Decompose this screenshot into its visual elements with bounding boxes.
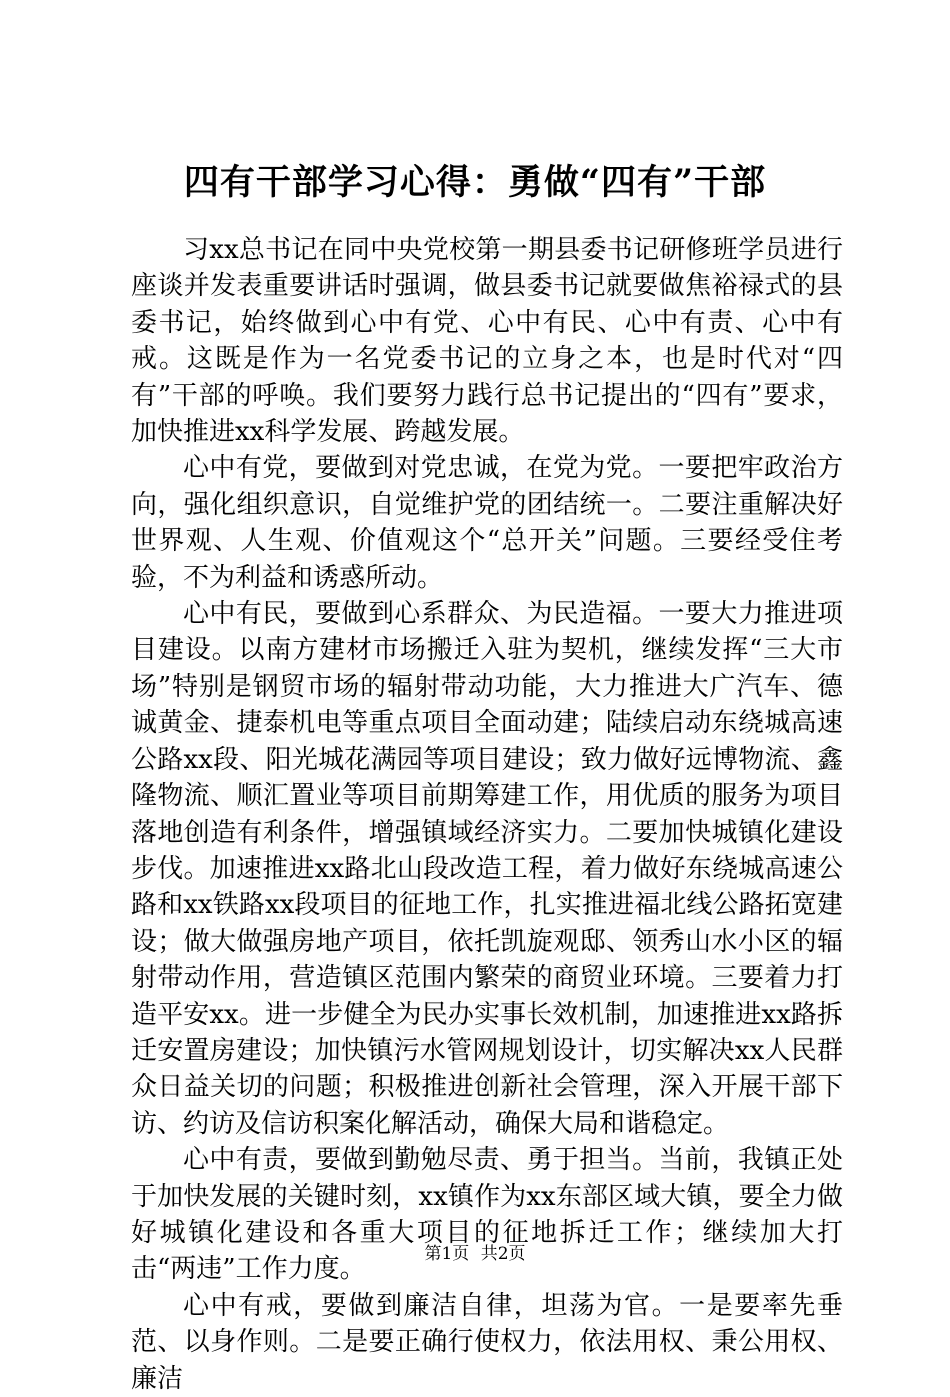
paragraph: 心中有民，要做到心系群众、为民造福。一要大力推进项目建设。以南方建材市场搬迁入驻为契机，继续发挥“三大市场”特别是钢贸市场的辐射带动功能，大力推进大广汽车、德诚黄金、捷泰机电等重点项目全面动建；陆续启动东绕城高速公路xx段、阳光城花满园等项目建设；致力做好远博物流、鑫隆物流、顺汇置业等项目前期筹建工作，用优质的服务为项目落地创造有利条件，增强镇域经济实力。二要加快城镇化建设步伐。加速推进xx路北山段改造工程，着力做好东绕城高速公路和xx铁路xx段项目的征地工作，扎实推进福北线公路拓宽建设；做大做强房地产项目，依托凯旋观邸、领秀山水小区的辐射带动作用，营造镇区范围内繁荣的商贸业环境。三要着力打造平安xx。进一步健全为民办实事长效机制，加速推进xx路拆迁安置房建设；加快镇污水管网规划设计，切实解决xx人民群众日益关切的问题；积极推进创新社会管理，深入开展干部下访、约访及信访积案化解活动，确保大局和谐稳定。 (131, 599, 843, 1139)
paragraph: 心中有戒，要做到廉洁自律，坦荡为官。一是要率先垂范、以身作则。二是要正确行使权力，依法用权、秉公用权、廉洁 (131, 1290, 843, 1394)
paragraph: 习xx总书记在同中央党校第一期县委书记研修班学员进行座谈并发表重要讲话时强调，做县委书记就要做焦裕禄式的县委书记，始终做到心中有党、心中有民、心中有责、心中有戒。这既是作为一名党委书记的立身之本，也是时代对“四有”干部的呼唤。我们要努力践行总书记提出的“四有”要求，加快推进xx科学发展、跨越发展。 (131, 235, 843, 448)
document-title: 四有干部学习心得：勇做“四有”干部 (183, 162, 767, 203)
paragraph: 心中有党，要做到对党忠诚，在党为党。一要把牢政治方向，强化组织意识，自觉维护党的团结统一。二要注重解决好世界观、人生观、价值观这个“总开关”问题。三要经受住考验，不为利益和诱惑所动。 (131, 453, 843, 593)
document-body (131, 232, 843, 1397)
paragraph: 心中有责，要做到勤勉尽责、勇于担当。当前，我镇正处于加快发展的关键时刻，xx镇作为xx东部区域大镇，要全力做好城镇化建设和各重大项目的征地拆迁工作；继续加大打击“两违”工作力度。 (131, 1145, 843, 1285)
page-total: 共2页 (480, 1244, 526, 1264)
page-footer (0, 1242, 950, 1266)
page-number: 第1页 (424, 1244, 470, 1264)
